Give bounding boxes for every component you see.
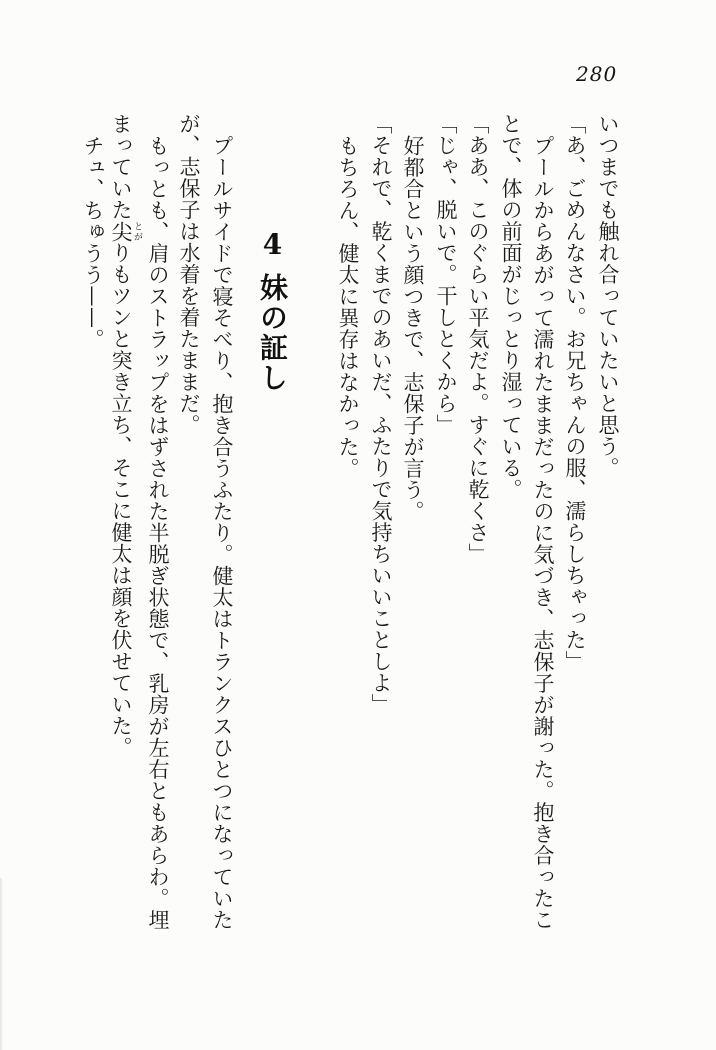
chapter-title: 妹の証し	[256, 273, 289, 393]
chapter-heading	[252, 228, 292, 393]
text-column: が、志保子は水着を着たままだ。	[177, 113, 201, 436]
text-column: 「ああ、このぐらい平気だよ。すぐに乾くさ」	[466, 113, 490, 565]
text-column: プールからあがって濡れたままだったのに気づき、志保子が謝った。抱き合ったこ	[531, 134, 555, 930]
text-column: 「あ、ごめんなさい。お兄ちゃんの服、濡らしちゃった」	[563, 113, 587, 672]
text-column: いつまでも触れ合っていたいと思う。	[596, 113, 620, 479]
text-column: まっていた尖 とがりもツンと突き立ち、そこに健太は顔を伏せていた。	[109, 113, 142, 758]
text-column: もちろん、健太に異存はなかった。	[336, 134, 360, 479]
text-column: 「それで、乾くまでのあいだ、ふたりで気持ちいいことしよ」	[369, 113, 393, 715]
page-edge-shadow	[0, 878, 3, 1050]
text-column: 好都合という顔つきで、志保子が言う。	[401, 134, 425, 522]
text-column: チュ、ちゅうう——。	[81, 134, 105, 350]
text-column: もっとも、肩のストラップをはずされた半脱ぎ状態で、乳房が左右ともあらわ。埋	[146, 134, 170, 930]
text-column: プールサイドで寝そべり、抱き合うふたり。健太はトランクスひとつになっていた	[210, 134, 234, 930]
furigana-ruby: 尖 とが	[109, 220, 142, 242]
text-column: 「じゃ、脱いで。干しとくから」	[434, 113, 458, 436]
chapter-number: 4	[256, 228, 289, 263]
text-column: とで、体の前面がじっとり湿っている。	[499, 113, 523, 500]
page-number: 280	[576, 62, 618, 86]
